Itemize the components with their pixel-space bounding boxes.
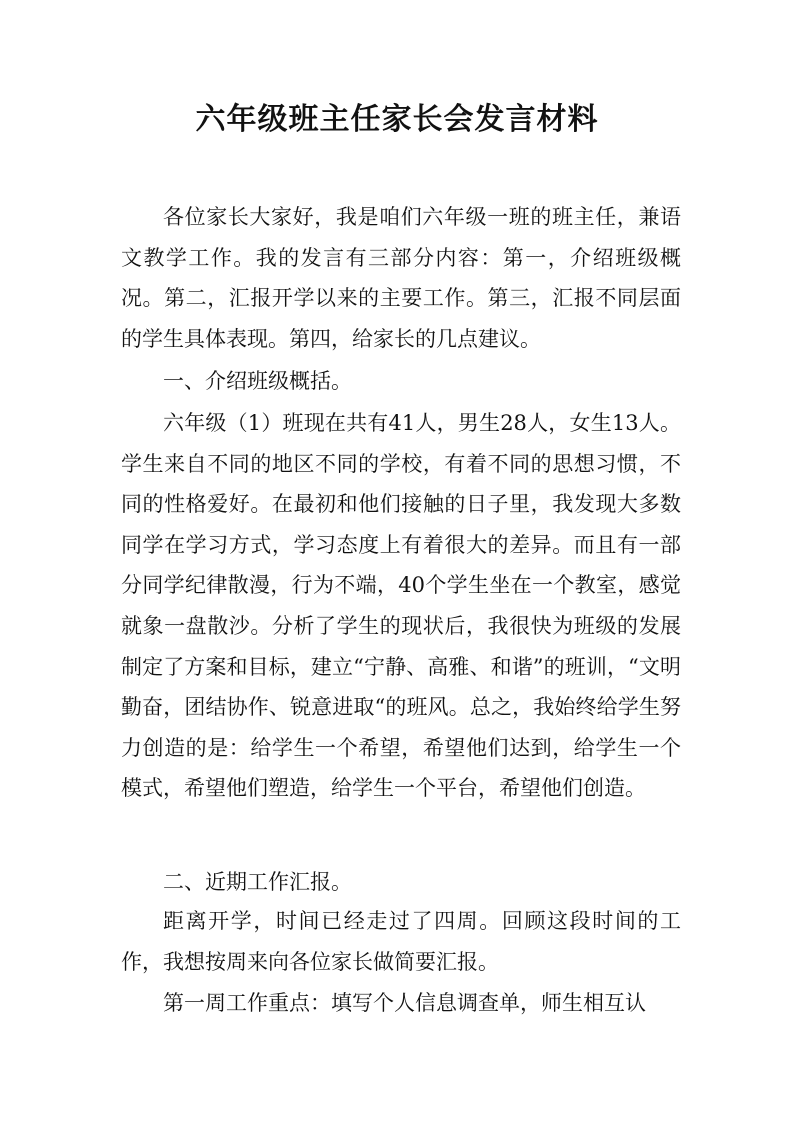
section-2-heading: 二、近期工作汇报。 (163, 870, 352, 894)
week-1-block (121, 983, 681, 1024)
intro-paragraph: 各位家长大家好，我是咱们六年级一班的班主任，兼语文教学工作。我的发言有三部分内容：第一，介绍班级概况。第二，汇报开学以来的主要工作。第三，汇报不同层面的学生具体表现。第四，给家长的几点建议。 (121, 205, 681, 351)
section-1-heading-block (121, 361, 681, 402)
section-2-paragraph: 距离开学，时间已经走过了四周。回顾这段时间的工作，我想按周来向各位家长做简要汇报。 (121, 909, 681, 974)
section-1-paragraph: 六年级（1）班现在共有41人，男生28人，女生13人。学生来自不同的地区不同的学校，有着不同的思想习惯，不同的性格爱好。在最初和他们接触的日子里，我发现大多数同学在学习方式，学习态度上有着很大的差异。而且有一部分同学纪律散漫，行为不端，40个学生坐在一个教室，感觉就象一盘散沙。分析了学生的现状后，我很快为班级的发展制定了方案和目标，建立“宁静、高雅、和谐”的班训，“文明勤奋，团结协作、锐意进取“的班风。总之，我始终给学生努力创造的是：给学生一个希望，希望他们达到，给学生一个模式，希望他们塑造，给学生一个平台，希望他们创造。 (121, 411, 681, 801)
section-2-body-block (121, 901, 681, 982)
section-1-heading: 一、介绍班级概括。 (163, 369, 352, 393)
section-1-body-block (121, 403, 681, 809)
intro-paragraph-block (121, 197, 681, 359)
section-2-heading-block (121, 862, 681, 903)
document-title: 六年级班主任家长会发言材料 (195, 102, 599, 137)
week-1-paragraph: 第一周工作重点：填写个人信息调查单，师生相互认 (163, 991, 646, 1015)
